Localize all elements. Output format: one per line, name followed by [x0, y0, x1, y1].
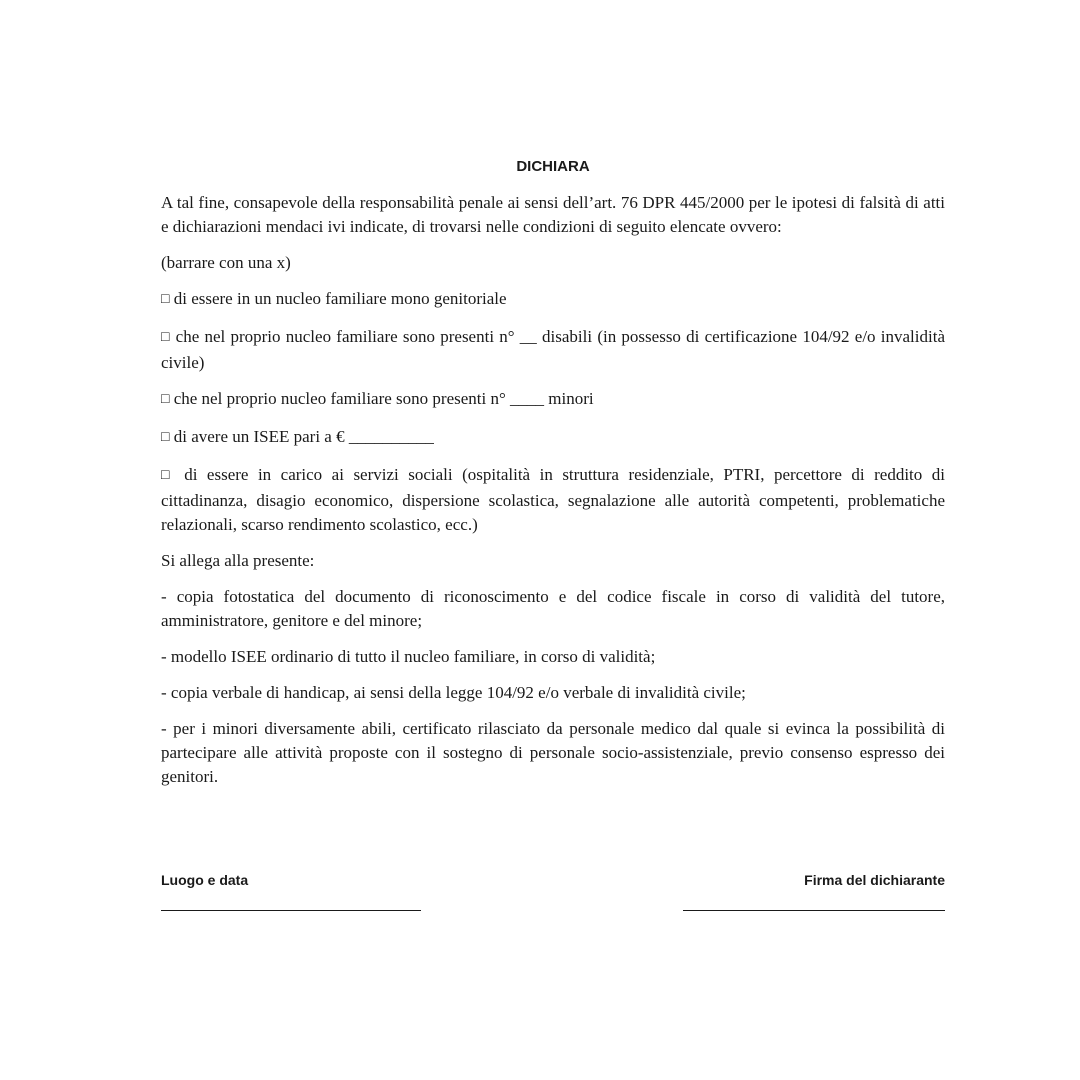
checkbox-icon[interactable]: □ [161, 430, 170, 445]
signature-block [683, 872, 945, 911]
attachment-item: - modello ISEE ordinario di tutto il nucleo familiare, in corso di validità; [161, 647, 656, 666]
checkbox-icon[interactable]: □ [161, 392, 170, 407]
attachment-item: - copia verbale di handicap, ai sensi della legge 104/92 e/o verbale di invalidità civile; [161, 683, 746, 702]
option-label: di essere in carico ai servizi sociali (ospitalità in struttura residenziale, PTRI, percettore di reddito di cittadinanza, disagio economico, dispersione scolastica, segnalazione alle autorità competenti, problematiche relazionali, scarso rendimento scolastico, ecc.) [161, 465, 945, 534]
option-item-minori[interactable] [161, 387, 945, 413]
attachment-item: - per i minori diversamente abili, certificato rilasciato da personale medico dal quale si evinca la possibilità di partecipare alle attività proposte con il sostegno di personale socio-assistenziale, previo consenso espresso dei genitori. [161, 719, 945, 786]
attachment-item: - copia fotostatica del documento di riconoscimento e del codice fiscale in corso di validità del tutore, amministratore, genitore e del minore; [161, 587, 945, 630]
place-date-block [161, 872, 421, 911]
signature-label: Firma del dichiarante [804, 872, 945, 888]
option-label: che nel proprio nucleo familiare sono presenti n° ____ minori [173, 389, 594, 408]
document-title: DICHIARA [516, 158, 590, 175]
checkbox-icon[interactable]: □ [161, 292, 170, 307]
option-label: che nel proprio nucleo familiare sono presenti n° __ disabili (in possesso di certificazione 104/92 e/o invalidità civile) [161, 327, 945, 372]
instruction-text: (barrare con una x) [161, 253, 291, 272]
option-item-disabili[interactable] [161, 325, 945, 375]
intro-paragraph: A tal fine, consapevole della responsabilità penale ai sensi dell’art. 76 DPR 445/2000 per le ipotesi di falsità di atti e dichiarazioni mendaci ivi indicate, di trovarsi nelle condizioni di seguito elencate ovvero: [161, 193, 945, 236]
attachments-heading: Si allega alla presente: [161, 551, 315, 570]
declaration-document [161, 155, 945, 789]
option-label: di avere un ISEE pari a € __________ [173, 427, 434, 446]
checkbox-icon[interactable]: □ [161, 330, 171, 345]
signature-line[interactable] [683, 902, 945, 911]
place-date-label: Luogo e data [161, 872, 249, 888]
option-item-servizi-sociali[interactable] [161, 463, 945, 537]
option-item-isee[interactable] [161, 425, 945, 451]
option-item-mono-genitoriale[interactable] [161, 287, 945, 313]
option-label: di essere in un nucleo familiare mono genitoriale [173, 289, 507, 308]
checkbox-icon[interactable]: □ [161, 468, 175, 483]
place-date-line[interactable] [161, 902, 421, 911]
